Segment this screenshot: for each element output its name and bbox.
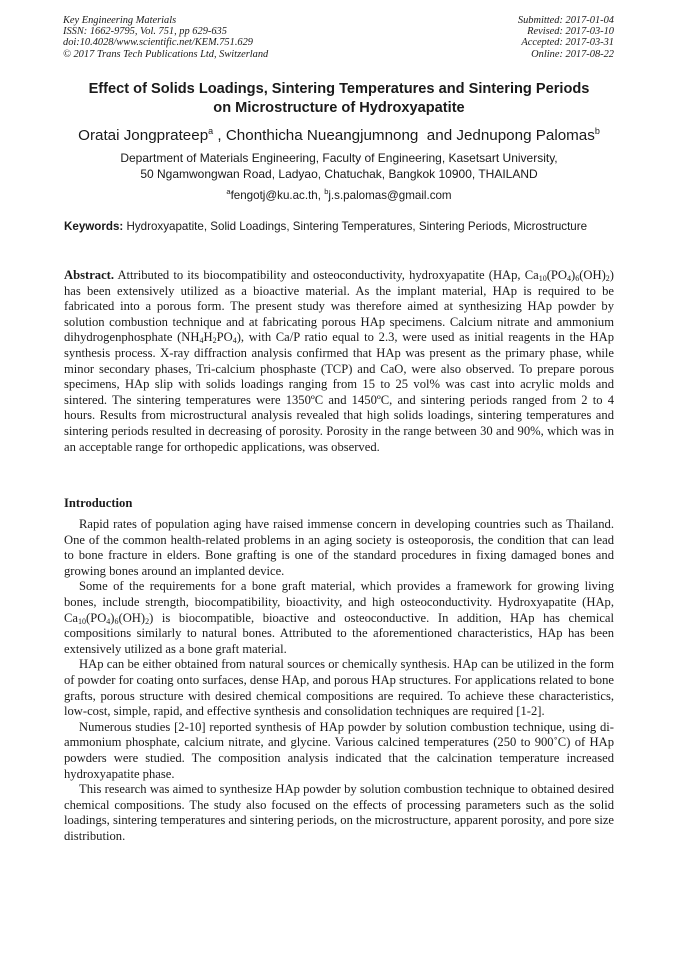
abstract-text: (OH) <box>579 268 606 282</box>
subscript: 4 <box>199 336 204 346</box>
subscript: 4 <box>567 274 572 283</box>
author-list <box>20 122 658 145</box>
affiliation-line-2: 50 Ngamwongwan Road, Ladyao, Chatuchak, Bangkok 10900, THAILAND <box>140 167 538 181</box>
revised-date: Revised: 2017-03-10 <box>527 26 614 38</box>
author-1-affil-mark: a <box>208 126 214 136</box>
introduction-body <box>64 517 614 844</box>
keywords-label: Keywords: <box>64 220 124 233</box>
author-separator: , <box>213 127 226 145</box>
intro-paragraph-5: This research was aimed to synthesize HAp powder by solution combustion technique to obtained desired chemical compositions. The study also focused on the effects of processing parameters such as the solid loadings, sintering temperatures and sintering periods, on the microstructure, apparent porosity, and pore size distribution. <box>64 782 615 843</box>
author-1: Oratai Jongprateep <box>78 127 209 145</box>
abstract-label: Abstract. <box>64 268 115 282</box>
journal-name: Key Engineering Materials <box>63 15 177 26</box>
issn-line: ISSN: 1662-9795, Vol. 751, pp 629-635 <box>63 26 227 38</box>
abstract-text: PO <box>216 330 233 345</box>
intro-text: ) <box>110 610 115 625</box>
subscript: 6 <box>114 616 119 626</box>
subscript: 4 <box>232 336 237 346</box>
accepted-date: Accepted: 2017-03-31 <box>521 37 614 49</box>
intro-paragraph-3: HAp can be either obtained from natural sources or chemically synthesis. HAp can be utilized in the form of powder for coating onto surfaces, dense HAp, and porous HAp structures. For applications related to bone grafts, porous structure with desired chemical compositions are required. To achieve these characteristics, low-cost, simple, rapid, and effective synthesis and consolidation techniques are required [1-2]. <box>64 657 614 719</box>
affiliation-line-1: Department of Materials Engineering, Faculty of Engineering, Kasetsart University, <box>120 151 558 165</box>
paper-title <box>40 80 638 118</box>
email-a-mark: a <box>226 187 231 196</box>
author-3-affil-mark: b <box>594 126 600 136</box>
subscript: 6 <box>575 274 580 283</box>
subscript: 2 <box>145 616 150 626</box>
email-list <box>40 185 638 203</box>
subscript: 2 <box>212 336 217 346</box>
keywords-text: Hydroxyapatite, Solid Loadings, Sintering Temperatures, Sintering Periods, Microstructure <box>123 220 588 233</box>
author-and: and <box>418 127 457 145</box>
email-a[interactable]: fengotj@ku.ac.th, <box>230 188 325 202</box>
email-b-mark: b <box>324 187 329 196</box>
subscript: 2 <box>605 274 610 283</box>
dates-header <box>518 15 614 60</box>
intro-text: ) is biocompatible, bioactive and osteoconductive. In addition, HAp has chemical compositions similarly to natural bones. Attributed to the aforementioned characteristics, HAp has been extensively utilized as a bone graft material. <box>64 610 614 656</box>
intro-paragraph-4: Numerous studies [2-10] reported synthesis of HAp powder by solution combustion technique, using di-ammonium phosphate, calcium nitrate, and glycine. Various calcined temperatures (250 to 900˚C) of HAp powders were studied. The composition analysis indicated that the calcination temperature increased hydroxyapatite phase. <box>64 719 614 781</box>
author-2: Chonthicha Nueangjumnong <box>225 127 419 145</box>
keywords <box>64 219 614 235</box>
title-line-1: Effect of Solids Loadings, Sintering Temperatures and Sintering Periods <box>88 81 590 97</box>
copyright-line: © 2017 Trans Tech Publications Ltd, Switzerland <box>63 48 269 60</box>
abstract-text: H <box>203 330 213 345</box>
subscript: 4 <box>106 616 111 626</box>
subscript: 10 <box>538 274 547 283</box>
intro-text: (OH) <box>118 610 146 625</box>
title-line-2: on Microstructure of Hydroxyapatite <box>213 100 465 116</box>
intro-paragraph-1: Rapid rates of population aging have raised immense concern in developing countries such as Thailand. One of the common health-related problems in an aging society is osteoporosis, the condition that can lead to bone fracture in elders. Bone grafting is one of the standard procedures in fixing damaged bones and growing bones around an implanted device. <box>64 517 614 578</box>
subscript: 10 <box>78 616 86 626</box>
abstract-text: Attributed to its biocompatibility and osteoconductivity, hydroxyapatite (HAp, Ca <box>114 268 539 282</box>
doi-line[interactable]: doi:10.4028/www.scientific.net/KEM.751.629 <box>63 37 253 49</box>
intro-text: (PO <box>86 610 107 625</box>
abstract-text: ) <box>571 268 576 282</box>
abstract <box>64 268 614 455</box>
online-date: Online: 2017-08-22 <box>531 48 614 60</box>
intro-paragraph-2 <box>64 579 614 657</box>
submitted-date: Submitted: 2017-01-04 <box>517 15 614 26</box>
email-b[interactable]: j.s.palomas@gmail.com <box>328 188 452 202</box>
abstract-text: (PO <box>546 268 568 282</box>
intro-text: Some of the requirements for a bone graft material, which provides a framework for growing living bones, include strength, biocompatibility, bioactivity, and high osteoconductivity. Hydroxyapatite (HAp, Ca <box>64 579 614 625</box>
journal-header <box>63 15 268 60</box>
author-3: Jednupong Palomas <box>456 127 595 145</box>
abstract-text: ) has been extensively utilized as a bioactive material. As the implant material, HAp is required to be fabricated into a porous form. The present study was therefore aimed at synthesizing HAp powder by solution combustion technique and at fabricating porous HAp specimens. Calcium nitrate and ammonium dihydrogenphosphate (NH <box>64 268 614 345</box>
affiliation <box>40 150 638 182</box>
abstract-text: ), with Ca/P ratio equal to 2.3, were used as initial reagents in the HAp synthesis process. X-ray diffraction analysis confirmed that HAp was present as the primary phase, while minor secondary phases, Tri-calcium phosphaste (TCP) and CaO, were also observed. To prepare porous specimens, HAp slip with solids loadings ranging from 15 to 25 vol% was cast into acrylic molds and sintered. The sintering temperatures were 1350ºC and 1450ºC, and sintering periods ranged from 2 to 4 hours. Results from microstructural analysis revealed that high solids loadings, sintering temperatures and sintering periods resulted in decreasing of porosity. Porosity in the range between 30 and 90%, which was in an acceptable range for orthopedic applications, was observed. <box>64 330 614 454</box>
introduction-heading: Introduction <box>64 496 133 510</box>
